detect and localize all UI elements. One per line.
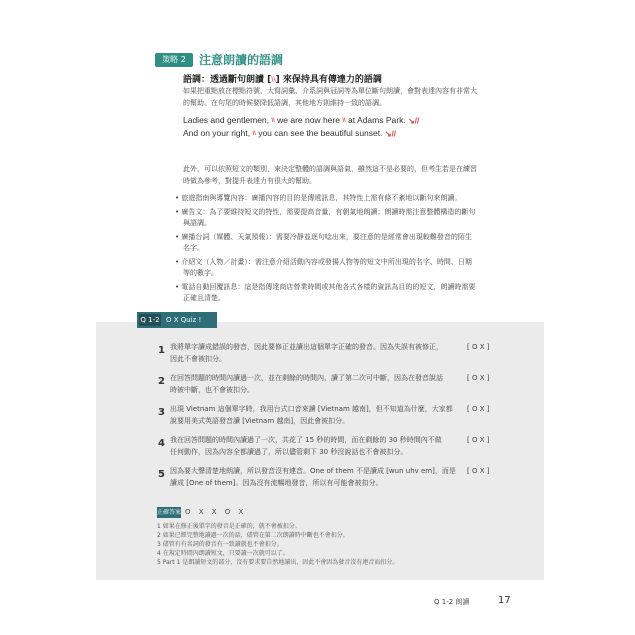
- bullet-text: 廣播台詞（媒體、天氣預報）：需要冷靜並逐句唸出來，要注意的是經常會出現較難發音的陌生: [181, 233, 472, 241]
- question-line: 出現 Vietnam 這個單字時，我用台式口音來讀 [Vietnam 越南]，但不知道為什麼，大家都: [170, 405, 453, 413]
- intro-line: 的幫助。在句尾的時候要降低語調，其他地方則維持一致的語調。: [183, 99, 386, 107]
- bullet-text: 名字。: [183, 244, 204, 252]
- intro-line: 如果把重點放在標點符號、大寫詞彙、介系詞與冠詞等為單位斷句朗讀，會對表達內容有非常大: [183, 87, 477, 95]
- ox-choice[interactable]: [ O X ]: [467, 374, 490, 382]
- question-text: [170, 403, 460, 427]
- strategy-badge: 策略 2: [155, 53, 193, 67]
- subtitle: [183, 72, 382, 85]
- question-line: 讀成 [One of them]。因為沒有流暢地發音，所以有可能會被扣分。: [170, 479, 383, 487]
- answer-label: 正確答案: [157, 509, 182, 516]
- pause-mark-icon: \\: [271, 76, 276, 83]
- list-item: • 廣告文：為了要維持短文的特性，需要提高音量，有朝氣地朗讀；朗讀時需注意整體構造的斷句 與語調。: [175, 207, 505, 229]
- genre-bullet-list: [175, 193, 505, 304]
- list-item: • 廣播台詞（媒體、天氣預報）：需要冷靜並逐句唸出來，要注意的是經常會出現較難發音的陌生 名字。: [175, 232, 505, 254]
- answer-explanations: [157, 522, 398, 567]
- answer-sequence: O X X O X: [185, 508, 247, 516]
- question-line: 說要用美式英語發音讀 [Vietnam 越南]，因此會被扣分。: [170, 417, 350, 425]
- example-phrase: And on your right,: [183, 128, 251, 138]
- ox-choice[interactable]: [ O X ]: [467, 436, 490, 444]
- example-phrase: we are now here: [277, 115, 340, 125]
- question-number: 5: [158, 469, 165, 480]
- explanation-line: 1 如果在修正後單字的發音是正確的，就不會被扣分。: [157, 523, 301, 530]
- question-text: [170, 434, 460, 458]
- question-text: [170, 465, 460, 489]
- question-number: 4: [158, 438, 165, 449]
- explanation-line: 4 在規定時間內朗讀短文，只要讀一次就可以了。: [157, 550, 289, 557]
- bullet-text: 與語調。: [183, 219, 211, 227]
- list-item: • 電話自動回覆訊息：這是指傳達商店營業時間或其他各式各樣的資訊為目的的短文，朗讀時需要 正確且清楚。: [175, 282, 505, 304]
- bullet-text: 電話自動回覆訊息：這是指傳達商店營業時間或其他各式各樣的資訊為目的的短文，朗讀時需要: [181, 283, 476, 291]
- list-item: • 介紹文（人物／計畫）：需注意介紹活動內容或發揚人物等的短文中所出現的名字、時間、日期 等的數字。: [175, 257, 505, 279]
- falling-intonation-icon: ↘//: [408, 116, 420, 126]
- question-number: 2: [158, 376, 165, 387]
- explanation-line: 3 儘管有有名詞的發音有一致讀就也不會扣分。: [157, 541, 283, 548]
- genre-line: 時做為參考，對提升表達力有很大的幫助。: [183, 177, 316, 185]
- question-text: [170, 372, 460, 396]
- question-text: [170, 341, 460, 365]
- question-line: 時被中斷，也不會被扣分。: [170, 386, 254, 394]
- bullet-text: 旅遊指南與導覽內容：廣播內容的目的是傳遞訊息，其特性上需有條不紊地以斷句來朗讀。: [181, 194, 462, 202]
- quiz-tab-label: Q 1-2: [140, 316, 160, 324]
- bullet-text: 廣告文：為了要維持短文的特性，需要提高音量，有朝氣地朗讀；朗讀時需注意整體構造的斷句: [181, 208, 476, 216]
- genre-paragraph: [183, 163, 503, 187]
- footer-section-label: Q 1-2 朗讀: [434, 598, 470, 606]
- quiz-tab-title: O X Quiz !: [166, 316, 202, 324]
- example-line-1: [183, 115, 419, 125]
- question-line: 因此不會被扣分。: [170, 355, 226, 363]
- list-item: • 旅遊指南與導覽內容：廣播內容的目的是傳遞訊息，其特性上需有條不紊地以斷句來朗讀。: [175, 194, 462, 202]
- bullet-text: 正確且清楚。: [183, 294, 225, 302]
- falling-intonation-icon: ↘//: [384, 129, 397, 139]
- explanation-line: 5 Part 1 是朗讀短文的部分，沒有要求要自然地讀出，因此不會因為發音沒有連音而扣分。: [157, 559, 399, 566]
- question-line: 我將單字讀成錯誤的發音，因此要修正並讀出這個單字正確的發音。因為失誤有被修正，: [170, 343, 443, 351]
- ox-choice[interactable]: [ O X ]: [467, 467, 490, 475]
- pause-mark-icon: \\: [271, 117, 275, 124]
- pause-mark-icon: \\: [252, 130, 256, 137]
- question-line: 因為要大聲清楚地朗讀，所以發音沒有連音。One of them 不是讀成 [wun uhv em]，而是: [170, 467, 456, 475]
- question-line: 任何動作，因為內容全都讀過了，所以儘管剩下 30 秒沒說話也不會被扣分。: [170, 448, 408, 456]
- bullet-text: 介紹文（人物／計畫）：需注意介紹活動內容或發揚人物等的短文中所出現的名字、時間、日期: [181, 258, 472, 266]
- question-number: 3: [158, 407, 165, 418]
- question-line: 在回答問題的時間內讀過一次，並在剩餘的時間內，讀了第二次可中斷，因為在發音說話: [170, 374, 443, 382]
- example-line-2: [183, 128, 396, 138]
- bullet-text: 等的數字。: [183, 269, 218, 277]
- ox-choice[interactable]: [ O X ]: [467, 343, 490, 351]
- ox-choice[interactable]: [ O X ]: [467, 405, 490, 413]
- genre-line: 此外，可以依照短文的類別，來決定整體的語調與語氣，雖然這不是必要的，但考生若是在練習: [183, 165, 477, 173]
- question-line: 我在回答問題的時間內讀過了一次，共花了 15 秒的時間，而在剩餘的 30 秒時間內不做: [170, 436, 442, 444]
- page-number: 17: [498, 595, 511, 606]
- intro-paragraph: [183, 85, 503, 109]
- section-title: 注意朗讀的語調: [199, 53, 284, 67]
- explanation-line: 2 如果已經完整地讀過一次的話，儘管在第二次朗讀時中斷也不會扣分。: [157, 532, 349, 539]
- question-number: 1: [158, 345, 165, 356]
- example-phrase: you can see the beautiful sunset.: [258, 128, 383, 138]
- subtitle-part-b: ] 來保持具有傳達力的語調: [275, 75, 382, 85]
- example-phrase: Ladies and gentlemen,: [183, 115, 270, 125]
- example-phrase: at Adams Park.: [348, 115, 406, 125]
- pause-mark-icon: \\: [342, 117, 346, 124]
- subtitle-part-a: 語調：透過斷句朗讀 [: [183, 75, 272, 85]
